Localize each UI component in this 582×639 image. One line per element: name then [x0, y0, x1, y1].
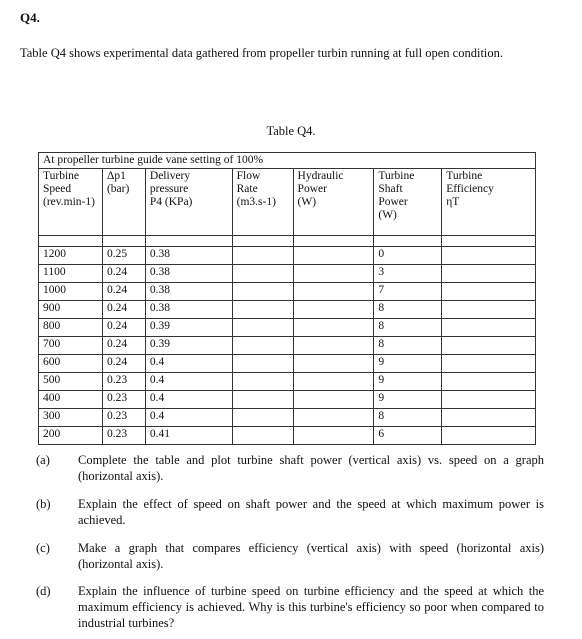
question-text: Explain the influence of turbine speed on turbine efficiency and the speed at which the maximum efficiency is achieved. Why is this turbine's efficiency so poor when compared to industrial turbines?: [78, 584, 544, 630]
table-cell: [232, 319, 293, 337]
question-label: (b): [36, 497, 51, 511]
table-body: [39, 247, 536, 445]
table-row: [39, 427, 536, 445]
table-cell: [293, 337, 374, 355]
table-cell: 0.23: [102, 409, 145, 427]
column-header-line: Turbine: [378, 170, 415, 182]
table-cell: [442, 373, 536, 391]
table-cell: [442, 337, 536, 355]
column-header-line: Shaft: [378, 183, 403, 195]
data-table: [38, 152, 536, 445]
table-cell: [442, 409, 536, 427]
table-cell: [232, 247, 293, 265]
intro-text: Table Q4 shows experimental data gathered from propeller turbin running at full open condition.: [20, 46, 504, 60]
table-cell: [232, 391, 293, 409]
table-cell: 800: [39, 319, 103, 337]
column-header: [102, 169, 145, 236]
table-cell: [232, 301, 293, 319]
table-cell: 1100: [39, 265, 103, 283]
question-text: Explain the effect of speed on shaft power and the speed at which maximum power is achieved.: [78, 497, 544, 527]
table-cell: 500: [39, 373, 103, 391]
table-cell: 0.24: [102, 319, 145, 337]
table-cell: 0.4: [145, 391, 232, 409]
table-cell: [232, 355, 293, 373]
table-cell: 0.38: [145, 283, 232, 301]
column-header: [145, 169, 232, 236]
table-row: [39, 301, 536, 319]
table-cell: [232, 409, 293, 427]
table-setting-caption: At propeller turbine guide vane setting of 100%: [39, 153, 536, 169]
column-header-line: (m3.s-1): [236, 196, 276, 208]
table-row: [39, 247, 536, 265]
table-cell: [232, 427, 293, 445]
column-header-line: (rev.min-1): [43, 196, 95, 208]
table-cell: [293, 373, 374, 391]
column-header-line: Hydraulic: [297, 170, 344, 182]
table-cell: 7: [374, 283, 442, 301]
question-label: (d): [36, 584, 51, 598]
table-cell: 0.38: [145, 265, 232, 283]
table-cell: [442, 391, 536, 409]
table-cell: [442, 265, 536, 283]
table-cell: 0.25: [102, 247, 145, 265]
question-label: (c): [36, 541, 50, 555]
table-header-row: [39, 169, 536, 236]
table-cell: 9: [374, 391, 442, 409]
table-cell: 0.4: [145, 355, 232, 373]
column-header-line: Rate: [236, 183, 258, 195]
table-cell: 0.23: [102, 373, 145, 391]
column-header-line: Power: [378, 196, 408, 208]
table-cell: [293, 391, 374, 409]
table-cell: [442, 301, 536, 319]
column-header: [442, 169, 536, 236]
table-cell: [293, 319, 374, 337]
column-header-line: Δp1: [106, 170, 126, 182]
table-cell: 0.41: [145, 427, 232, 445]
table-cell: 900: [39, 301, 103, 319]
table-row: [39, 337, 536, 355]
table-cell: 0.24: [102, 355, 145, 373]
table-cell: [232, 337, 293, 355]
table-cell: 1000: [39, 283, 103, 301]
table-cell: 1200: [39, 247, 103, 265]
column-header: [374, 169, 442, 236]
table-cell: [293, 247, 374, 265]
table-cell: 0.39: [145, 319, 232, 337]
table-cell: 600: [39, 355, 103, 373]
column-header: [232, 169, 293, 236]
table-cell: 8: [374, 301, 442, 319]
table-cell: [293, 265, 374, 283]
question-text: Make a graph that compares efficiency (vertical axis) with speed (horizontal axis) (horizontal axis).: [78, 541, 544, 571]
table-cell: 0.38: [145, 247, 232, 265]
table-row: [39, 265, 536, 283]
table-cell: [293, 283, 374, 301]
table-cell: 200: [39, 427, 103, 445]
table-cell: 9: [374, 355, 442, 373]
table-cell: 0.23: [102, 391, 145, 409]
table-cell: 6: [374, 427, 442, 445]
column-header-line: Power: [297, 183, 327, 195]
column-header-line: pressure: [149, 183, 189, 195]
table-cell: 3: [374, 265, 442, 283]
table-cell: 0.24: [102, 301, 145, 319]
table-cell: [232, 373, 293, 391]
table-cell: [293, 427, 374, 445]
table-cell: [293, 409, 374, 427]
column-header-line: Speed: [43, 183, 72, 195]
table-row: [39, 355, 536, 373]
table-cell: [442, 427, 536, 445]
column-header-line: Efficiency: [446, 183, 494, 195]
table-cell: 0: [374, 247, 442, 265]
column-header-line: Turbine: [446, 170, 483, 182]
table-cell: 8: [374, 319, 442, 337]
table-cell: 8: [374, 337, 442, 355]
table-cell: 0.24: [102, 283, 145, 301]
column-header-line: Delivery: [149, 170, 191, 182]
table-cell: 400: [39, 391, 103, 409]
table-cell: [442, 355, 536, 373]
table-cell: [293, 355, 374, 373]
table-cell: [442, 319, 536, 337]
table-cell: 8: [374, 409, 442, 427]
table-row: [39, 391, 536, 409]
table-cell: [442, 247, 536, 265]
column-header-line: Turbine: [43, 170, 79, 182]
table-cell: 0.39: [145, 337, 232, 355]
table-cell: 0.24: [102, 265, 145, 283]
question-number: Q4.: [20, 10, 40, 25]
column-header-line: ηT: [446, 196, 460, 208]
column-header-line: (W): [297, 196, 317, 208]
table-row: [39, 319, 536, 337]
table-row: [39, 283, 536, 301]
question-label: (a): [36, 453, 50, 467]
question-text: Complete the table and plot turbine shaft power (vertical axis) vs. speed on a graph (horizontal axis).: [78, 453, 544, 483]
table-cell: 300: [39, 409, 103, 427]
column-header: [39, 169, 103, 236]
table-row: [39, 409, 536, 427]
table-cell: 9: [374, 373, 442, 391]
table-caption: Table Q4.: [266, 124, 316, 138]
table-cell: 0.38: [145, 301, 232, 319]
table-row: [39, 373, 536, 391]
table-cell: [293, 301, 374, 319]
column-header-line: (W): [378, 209, 397, 221]
table-cell: [232, 283, 293, 301]
table-cell: 0.24: [102, 337, 145, 355]
table-cell: [232, 265, 293, 283]
table-cell: 0.23: [102, 427, 145, 445]
table-cell: [442, 283, 536, 301]
table-cell: 0.4: [145, 373, 232, 391]
column-header: [293, 169, 374, 236]
table-cell: 0.4: [145, 409, 232, 427]
column-header-line: Flow: [236, 170, 261, 182]
column-header-line: P4 (KPa): [149, 196, 193, 208]
table-cell: 700: [39, 337, 103, 355]
column-header-line: (bar): [106, 183, 130, 195]
